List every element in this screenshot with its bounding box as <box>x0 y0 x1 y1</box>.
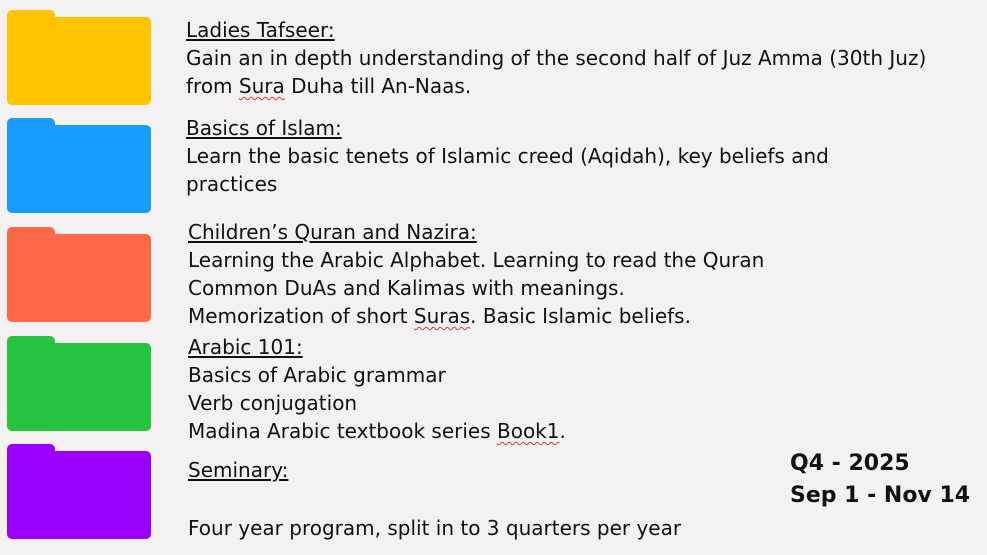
course-tafseer <box>186 17 966 100</box>
course-arabic-101 <box>188 334 968 445</box>
course-seminary <box>188 457 778 542</box>
spellcheck-word: Book1 <box>496 419 560 443</box>
course-description-line <box>188 302 968 330</box>
course-childrens-quran <box>188 219 968 330</box>
course-title: Arabic 101: <box>188 335 303 359</box>
coral-folder-icon <box>7 227 151 323</box>
course-title: Basics of Islam: <box>186 116 342 140</box>
text-segment: Memorization of short <box>188 304 414 328</box>
course-description-line: Verb conjugation <box>188 391 358 415</box>
green-folder-icon <box>7 336 151 432</box>
schedule-block <box>790 448 970 512</box>
spellcheck-word: Sura <box>238 74 285 98</box>
course-description-line: Learn the basic tenets of Islamic creed (Aqidah), key beliefs and <box>186 144 829 168</box>
text-segment: . <box>559 419 566 443</box>
course-description-line: practices <box>186 172 278 196</box>
course-title: Ladies Tafseer: <box>186 18 335 42</box>
spellcheck-word: Suras <box>413 304 471 328</box>
folder-body <box>7 343 151 431</box>
text-segment: Madina Arabic textbook series <box>188 419 497 443</box>
folder-body <box>7 451 151 539</box>
course-description-line: Common DuAs and Kalimas with meanings. <box>188 276 625 300</box>
folder-body <box>7 17 151 105</box>
course-description-line <box>186 72 966 100</box>
text-segment: from <box>186 74 239 98</box>
folder-body <box>7 125 151 213</box>
course-basics-of-islam <box>186 115 966 198</box>
course-description-line <box>188 417 968 445</box>
course-description-line: Learning the Arabic Alphabet. Learning to read the Quran <box>188 248 765 272</box>
quarter-label: Q4 - 2025 <box>790 451 910 476</box>
text-segment: . Basic Islamic beliefs. <box>470 304 691 328</box>
course-description-line: Gain an in depth understanding of the second half of Juz Amma (30th Juz) <box>186 46 927 70</box>
blue-folder-icon <box>7 118 151 214</box>
purple-folder-icon <box>7 444 151 540</box>
course-title: Children’s Quran and Nazira: <box>188 220 477 244</box>
course-description-line: Four year program, split in to 3 quarters per year <box>188 516 682 540</box>
date-range: Sep 1 - Nov 14 <box>790 483 971 508</box>
text-segment: Duha till An-Naas. <box>284 74 472 98</box>
folder-body <box>7 234 151 322</box>
yellow-folder-icon <box>7 10 151 106</box>
course-description-line: Basics of Arabic grammar <box>188 363 446 387</box>
course-title: Seminary: <box>188 458 289 482</box>
